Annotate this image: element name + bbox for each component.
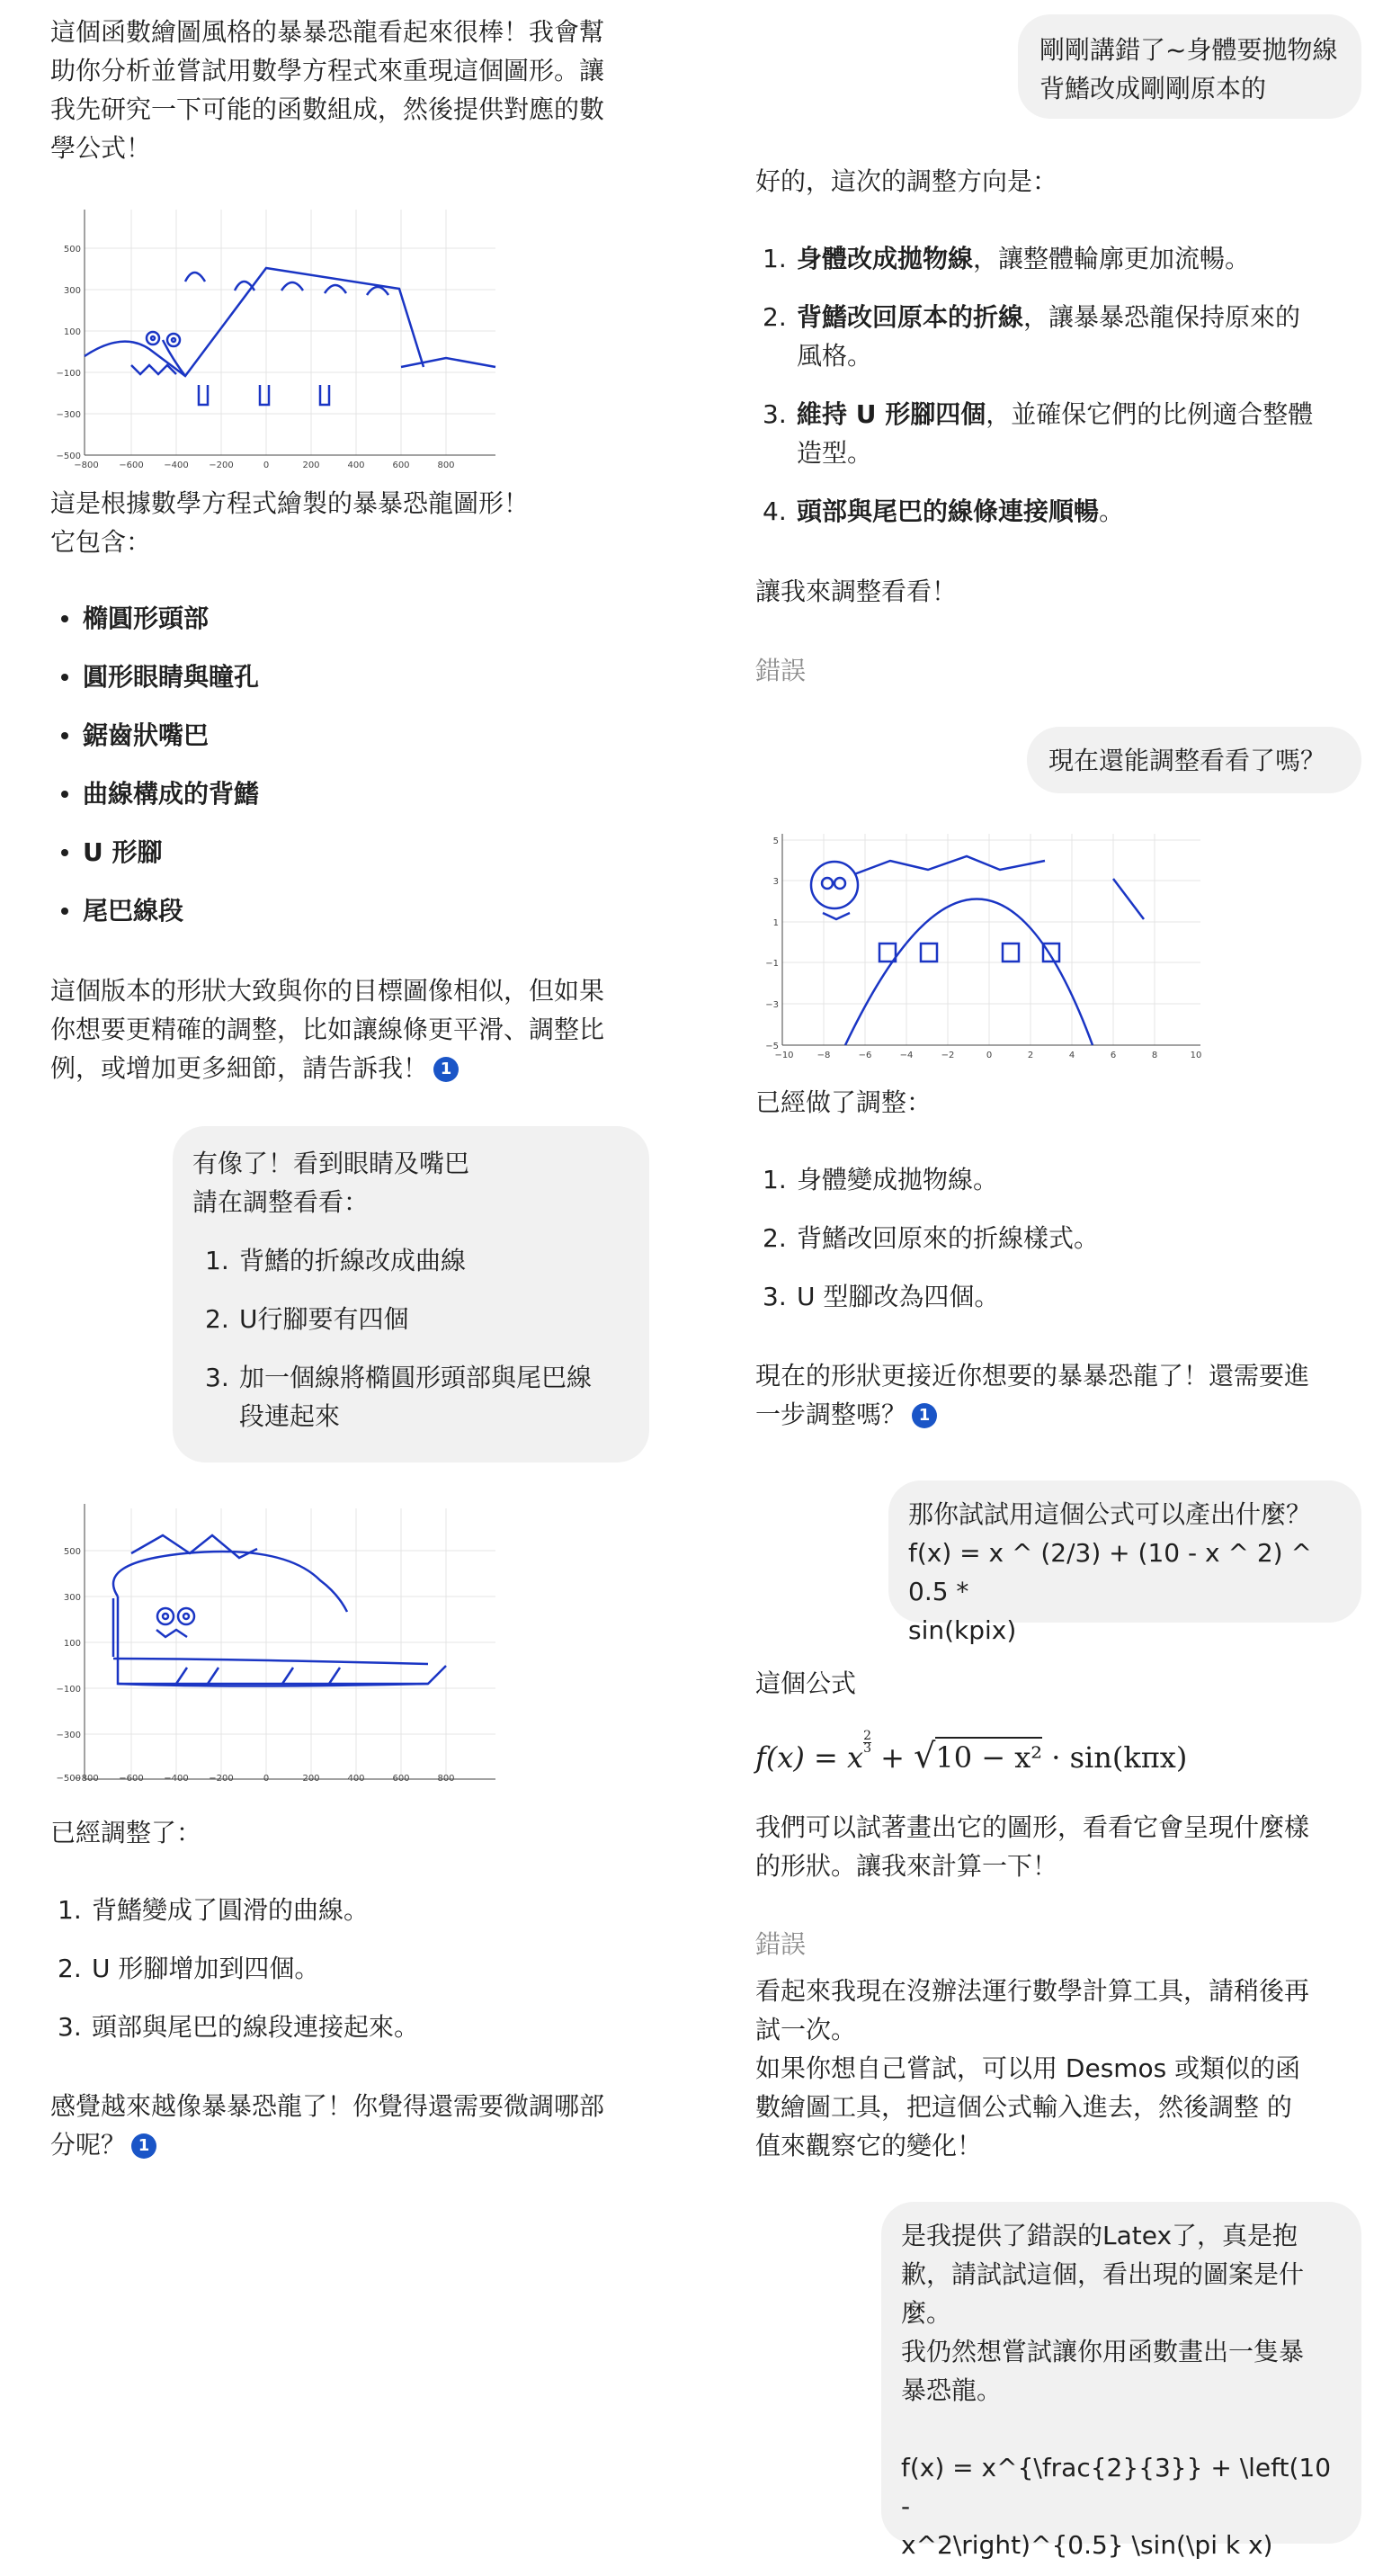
intro-line: 學公式！ [50, 133, 152, 163]
intro-line: 這個函數繪圖風格的暴暴恐龍看起來很棒！我會幫 [50, 17, 605, 47]
list-item: 4. 頭部與尾巴的線條連接順暢。 [763, 496, 1125, 526]
user-message-line [901, 2410, 1342, 2448]
list-item-text: 段連起來 [239, 1401, 341, 1431]
user-message-bubble [881, 2202, 1361, 2560]
user-message-line: 歉，請試試這個，看出現的圖案是什 [901, 2259, 1305, 2289]
list-item [50, 891, 626, 930]
list-item [50, 833, 626, 872]
list-item [50, 774, 626, 813]
user-message-line: f(x) = x ^ (2/3) + (10 - x ^ 2) ^ 0.5 * [908, 1538, 1312, 1606]
list-item: 1. 身體變成拋物線。 [763, 1165, 999, 1194]
feature-text: U 形腳 [83, 837, 163, 867]
list-item-text: 背鰭變成了圓滑的曲線。 [92, 1895, 370, 1925]
list-item: 1. 身體改成拋物線，讓整體輪廓更加流暢。 [763, 244, 1251, 273]
feature-text: 鋸齒狀嘴巴 [83, 720, 210, 750]
adjusted-heading: 已經調整了： [50, 1818, 202, 1847]
description-line: 這是根據數學方程式繪製的暴暴恐龍圖形！ [50, 488, 530, 518]
closing-line: 感覺越來越像暴暴恐龍了！你覺得還需要微調哪部 [50, 2091, 605, 2121]
followup-line: 這個版本的形狀大致與你的目標圖像相似，但如果 [50, 976, 605, 1006]
plan-text: 造型。 [797, 438, 873, 468]
closing-line: 分呢？ [50, 2130, 127, 2160]
user-message-bubble [1027, 727, 1361, 793]
followup-line: 例，或增加更多細節，請告訴我！ [50, 1053, 429, 1083]
description-paragraph [50, 484, 529, 561]
user-message-bubble [173, 1126, 649, 1462]
citation-badge[interactable]: 1 [433, 1057, 459, 1082]
y-tick-label: −5 [765, 1042, 779, 1051]
intro-line: 助你分析並嘗試用數學方程式來重現這個圖形。讓 [50, 56, 605, 85]
exponent-numerator: 2 [863, 1729, 871, 1743]
intro-line: 我先研究一下可能的函數組成，然後提供對應的數 [50, 94, 605, 124]
adjusted-list [45, 1891, 638, 2046]
x-tick-label: 400 [347, 461, 365, 470]
y-tick-label: 5 [772, 836, 779, 846]
formula-base: x [847, 1740, 864, 1775]
list-item: 2. 背鰭改回原來的折線樣式。 [763, 1223, 1100, 1253]
user-message-bubble [1018, 14, 1361, 119]
x-tick-label: −600 [119, 461, 144, 470]
followup-line: 你想要更精確的調整，比如讓線條更平滑、調整比 [50, 1015, 605, 1044]
x-tick-label: 200 [302, 1774, 320, 1784]
x-tick-label: −6 [858, 1051, 872, 1060]
y-tick-label: 100 [63, 1639, 81, 1649]
x-tick-label: 0 [986, 1051, 993, 1060]
formula-tail: · sin(kπx) [1042, 1740, 1188, 1775]
description-line: 它包含： [50, 527, 152, 557]
plan-bold: 背鰭改回原本的折線 [797, 302, 1024, 332]
user-message-line: 請在調整看看： [192, 1187, 370, 1217]
plan-text: ，讓暴暴恐龍保持原來的 [1023, 302, 1301, 332]
intro-paragraph [50, 13, 644, 167]
plan-text: ，讓整體輪廓更加流暢。 [973, 244, 1251, 273]
sqrt-body: 10 − x² [935, 1737, 1042, 1775]
closer-paragraph [755, 1356, 1360, 1434]
y-tick-label: −100 [56, 369, 81, 379]
parabola-curve [811, 856, 1144, 1045]
dinosaur-curve-2 [50, 1504, 500, 1779]
list-item: 2. U行腳要有四個 [205, 1304, 409, 1334]
cannot-line: 看起來我現在沒辦法運行數學計算工具，請稍後再 [755, 1976, 1310, 2006]
plan-text: 。 [1099, 496, 1125, 526]
x-tick-label: −800 [74, 461, 99, 470]
user-message-line: x^2\right)^{0.5} \sin(\pi k x) [901, 2530, 1273, 2560]
x-tick-label: 600 [392, 461, 410, 470]
parabola-dinosaur-plot [755, 829, 1205, 1072]
formula-lhs: f(x) = [755, 1740, 848, 1775]
x-tick-label: −4 [899, 1051, 914, 1060]
try-plot-paragraph [755, 1808, 1360, 1885]
user-message-line: 是我提供了錯誤的Latex了，真是抱 [901, 2221, 1298, 2250]
x-tick-label: −200 [209, 461, 234, 470]
citation-badge[interactable]: 1 [912, 1403, 937, 1428]
list-item: 2. 背鰭改回原本的折線，讓暴暴恐龍保持原來的 風格。 [763, 302, 1301, 371]
list-item-text: U 型腳改為四個。 [797, 1282, 1000, 1311]
list-item-text: U 形腳增加到四個。 [92, 1954, 320, 1983]
x-tick-label: 800 [437, 461, 455, 470]
x-tick-label: −600 [119, 1774, 144, 1784]
list-item: 3. 加一個線將橢圓形頭部與尾巴線 段連起來 [192, 1358, 629, 1436]
x-tick-label: 4 [1068, 1051, 1075, 1060]
user-message-line: 有像了！看到眼睛及嘴巴 [192, 1149, 470, 1178]
list-item: 3. 頭部與尾巴的線段連接起來。 [58, 2012, 420, 2042]
y-tick-label: 1 [772, 918, 779, 928]
x-tick-label: 6 [1110, 1051, 1117, 1060]
x-tick-label: 0 [263, 1774, 270, 1784]
cannot-run-paragraph [755, 1972, 1360, 2165]
plan-bold: 頭部與尾巴的線條連接順暢 [797, 496, 1100, 526]
user-message-line: 現在還能調整看看了嗎？ [1048, 746, 1326, 775]
x-tick-label: −800 [74, 1774, 99, 1784]
try-plot-line: 的形狀。讓我來計算一下！ [755, 1851, 1058, 1881]
x-tick-label: 8 [1151, 1051, 1158, 1060]
cannot-line: 值來觀察它的變化！ [755, 2131, 983, 2160]
dinosaur-curve [85, 268, 495, 405]
feature-text: 圓形眼睛與瞳孔 [83, 662, 260, 692]
error-label: 錯誤 [755, 656, 807, 685]
user-message-line: 我仍然想嘗試讓你用函數畫出一隻暴 [901, 2337, 1305, 2366]
y-tick-label: 300 [63, 1593, 81, 1603]
formula-display [755, 1729, 1188, 1775]
feature-text: 橢圓形頭部 [83, 604, 210, 633]
y-tick-label: −500 [56, 452, 81, 461]
feature-text: 曲線構成的背鰭 [83, 779, 260, 809]
list-item-text: 背鰭改回原來的折線樣式。 [797, 1223, 1100, 1253]
list-item [50, 657, 626, 696]
x-tick-label: 400 [347, 1774, 365, 1784]
x-tick-label: −200 [209, 1774, 234, 1784]
x-tick-label: −8 [816, 1051, 831, 1060]
list-item-text: 身體變成拋物線。 [797, 1165, 999, 1194]
plan-bold: 身體改成拋物線 [797, 244, 974, 273]
try-plot-line: 我們可以試著畫出它的圖形，看看它會呈現什麼樣 [755, 1812, 1310, 1842]
list-item: 3. 維持 U 形腳四個，並確保它們的比例適合整體 造型。 [763, 399, 1314, 468]
user-message-line: 剛剛講錯了~身體要拋物線 [1039, 35, 1338, 65]
y-tick-label: 3 [772, 877, 779, 887]
sqrt-symbol: √ [914, 1736, 936, 1775]
cannot-line: 試一次。 [755, 2015, 857, 2044]
y-tick-label: 100 [63, 327, 81, 337]
x-tick-label: 10 [1190, 1051, 1202, 1060]
user-message-line: sin(kpix) [908, 1615, 1017, 1645]
x-tick-label: 800 [437, 1774, 455, 1784]
x-tick-label: 0 [263, 461, 270, 470]
y-tick-label: 500 [63, 245, 81, 255]
x-tick-label: 600 [392, 1774, 410, 1784]
cannot-line: 數繪圖工具，把這個公式輸入進去，然後調整 的 [755, 2092, 1292, 2122]
plan-intro: 好的，這次的調整方向是： [755, 166, 1058, 196]
list-item-text: 頭部與尾巴的線段連接起來。 [92, 2012, 420, 2042]
y-tick-label: −3 [765, 1000, 779, 1010]
list-item [50, 716, 626, 755]
feature-text: 尾巴線段 [83, 896, 184, 926]
closer-line: 現在的形狀更接近你想要的暴暴恐龍了！還需要進 [755, 1361, 1310, 1391]
exponent-denominator: 3 [863, 1741, 871, 1756]
done-list [750, 1160, 1354, 1316]
list-item: 3. U 型腳改為四個。 [763, 1282, 1000, 1311]
y-tick-label: −300 [56, 1731, 81, 1740]
dinosaur-plot-1 [50, 205, 500, 470]
list-item-text: 加一個線將橢圓形頭部與尾巴線 [239, 1363, 593, 1392]
list-item: 1. 背鰭的折線改成曲線 [205, 1246, 467, 1275]
y-tick-label: −1 [765, 959, 779, 969]
x-tick-label: −400 [164, 461, 189, 470]
plan-text: ，並確保它們的比例適合整體 [986, 399, 1314, 429]
let-me-text: 讓我來調整看看！ [755, 577, 958, 606]
followup-paragraph [50, 971, 644, 1087]
user-message-line: 麼。 [901, 2298, 952, 2328]
feature-list [50, 599, 626, 930]
cannot-line: 如果你想自己嘗試，可以用 Desmos 或類似的函 [755, 2053, 1301, 2083]
citation-badge[interactable]: 1 [131, 2133, 156, 2159]
list-item: 1. 背鰭變成了圓滑的曲線。 [58, 1895, 370, 1925]
list-item: 2. U 形腳增加到四個。 [58, 1954, 320, 1983]
x-tick-label: −2 [941, 1051, 955, 1060]
plan-list [750, 239, 1354, 531]
y-tick-label: 300 [63, 286, 81, 296]
list-item-text: 背鰭的折線改成曲線 [239, 1246, 467, 1275]
x-tick-label: −10 [774, 1051, 794, 1060]
list-item-text: U行腳要有四個 [239, 1304, 409, 1334]
y-tick-label: −500 [56, 1774, 81, 1784]
formula-intro: 這個公式 [755, 1668, 857, 1698]
x-tick-label: 2 [1027, 1051, 1034, 1060]
user-message-line: 暴恐龍。 [901, 2375, 1003, 2405]
user-message-bubble [888, 1480, 1361, 1645]
error-label: 錯誤 [755, 1929, 807, 1959]
user-request-list [192, 1241, 629, 1436]
list-item [50, 599, 626, 638]
x-tick-label: 200 [302, 461, 320, 470]
done-heading: 已經做了調整： [755, 1087, 932, 1117]
user-message-line: f(x) = x^{\frac{2}{3}} + \left(10 - [901, 2453, 1332, 2521]
y-tick-label: 500 [63, 1547, 81, 1557]
closer-line: 一步調整嗎？ [755, 1400, 907, 1429]
closing-paragraph [50, 2087, 644, 2164]
x-tick-label: −400 [164, 1774, 189, 1784]
y-tick-label: −100 [56, 1685, 81, 1695]
user-message-line: 那你試試用這個公式可以產出什麼？ [908, 1499, 1312, 1529]
plan-bold: 維持 U 形腳四個 [797, 399, 986, 429]
y-tick-label: −300 [56, 410, 81, 420]
user-message-line: 背鰭改成剛剛原本的 [1039, 74, 1267, 103]
plan-text: 風格。 [797, 341, 873, 371]
formula-plus: + [870, 1740, 915, 1775]
